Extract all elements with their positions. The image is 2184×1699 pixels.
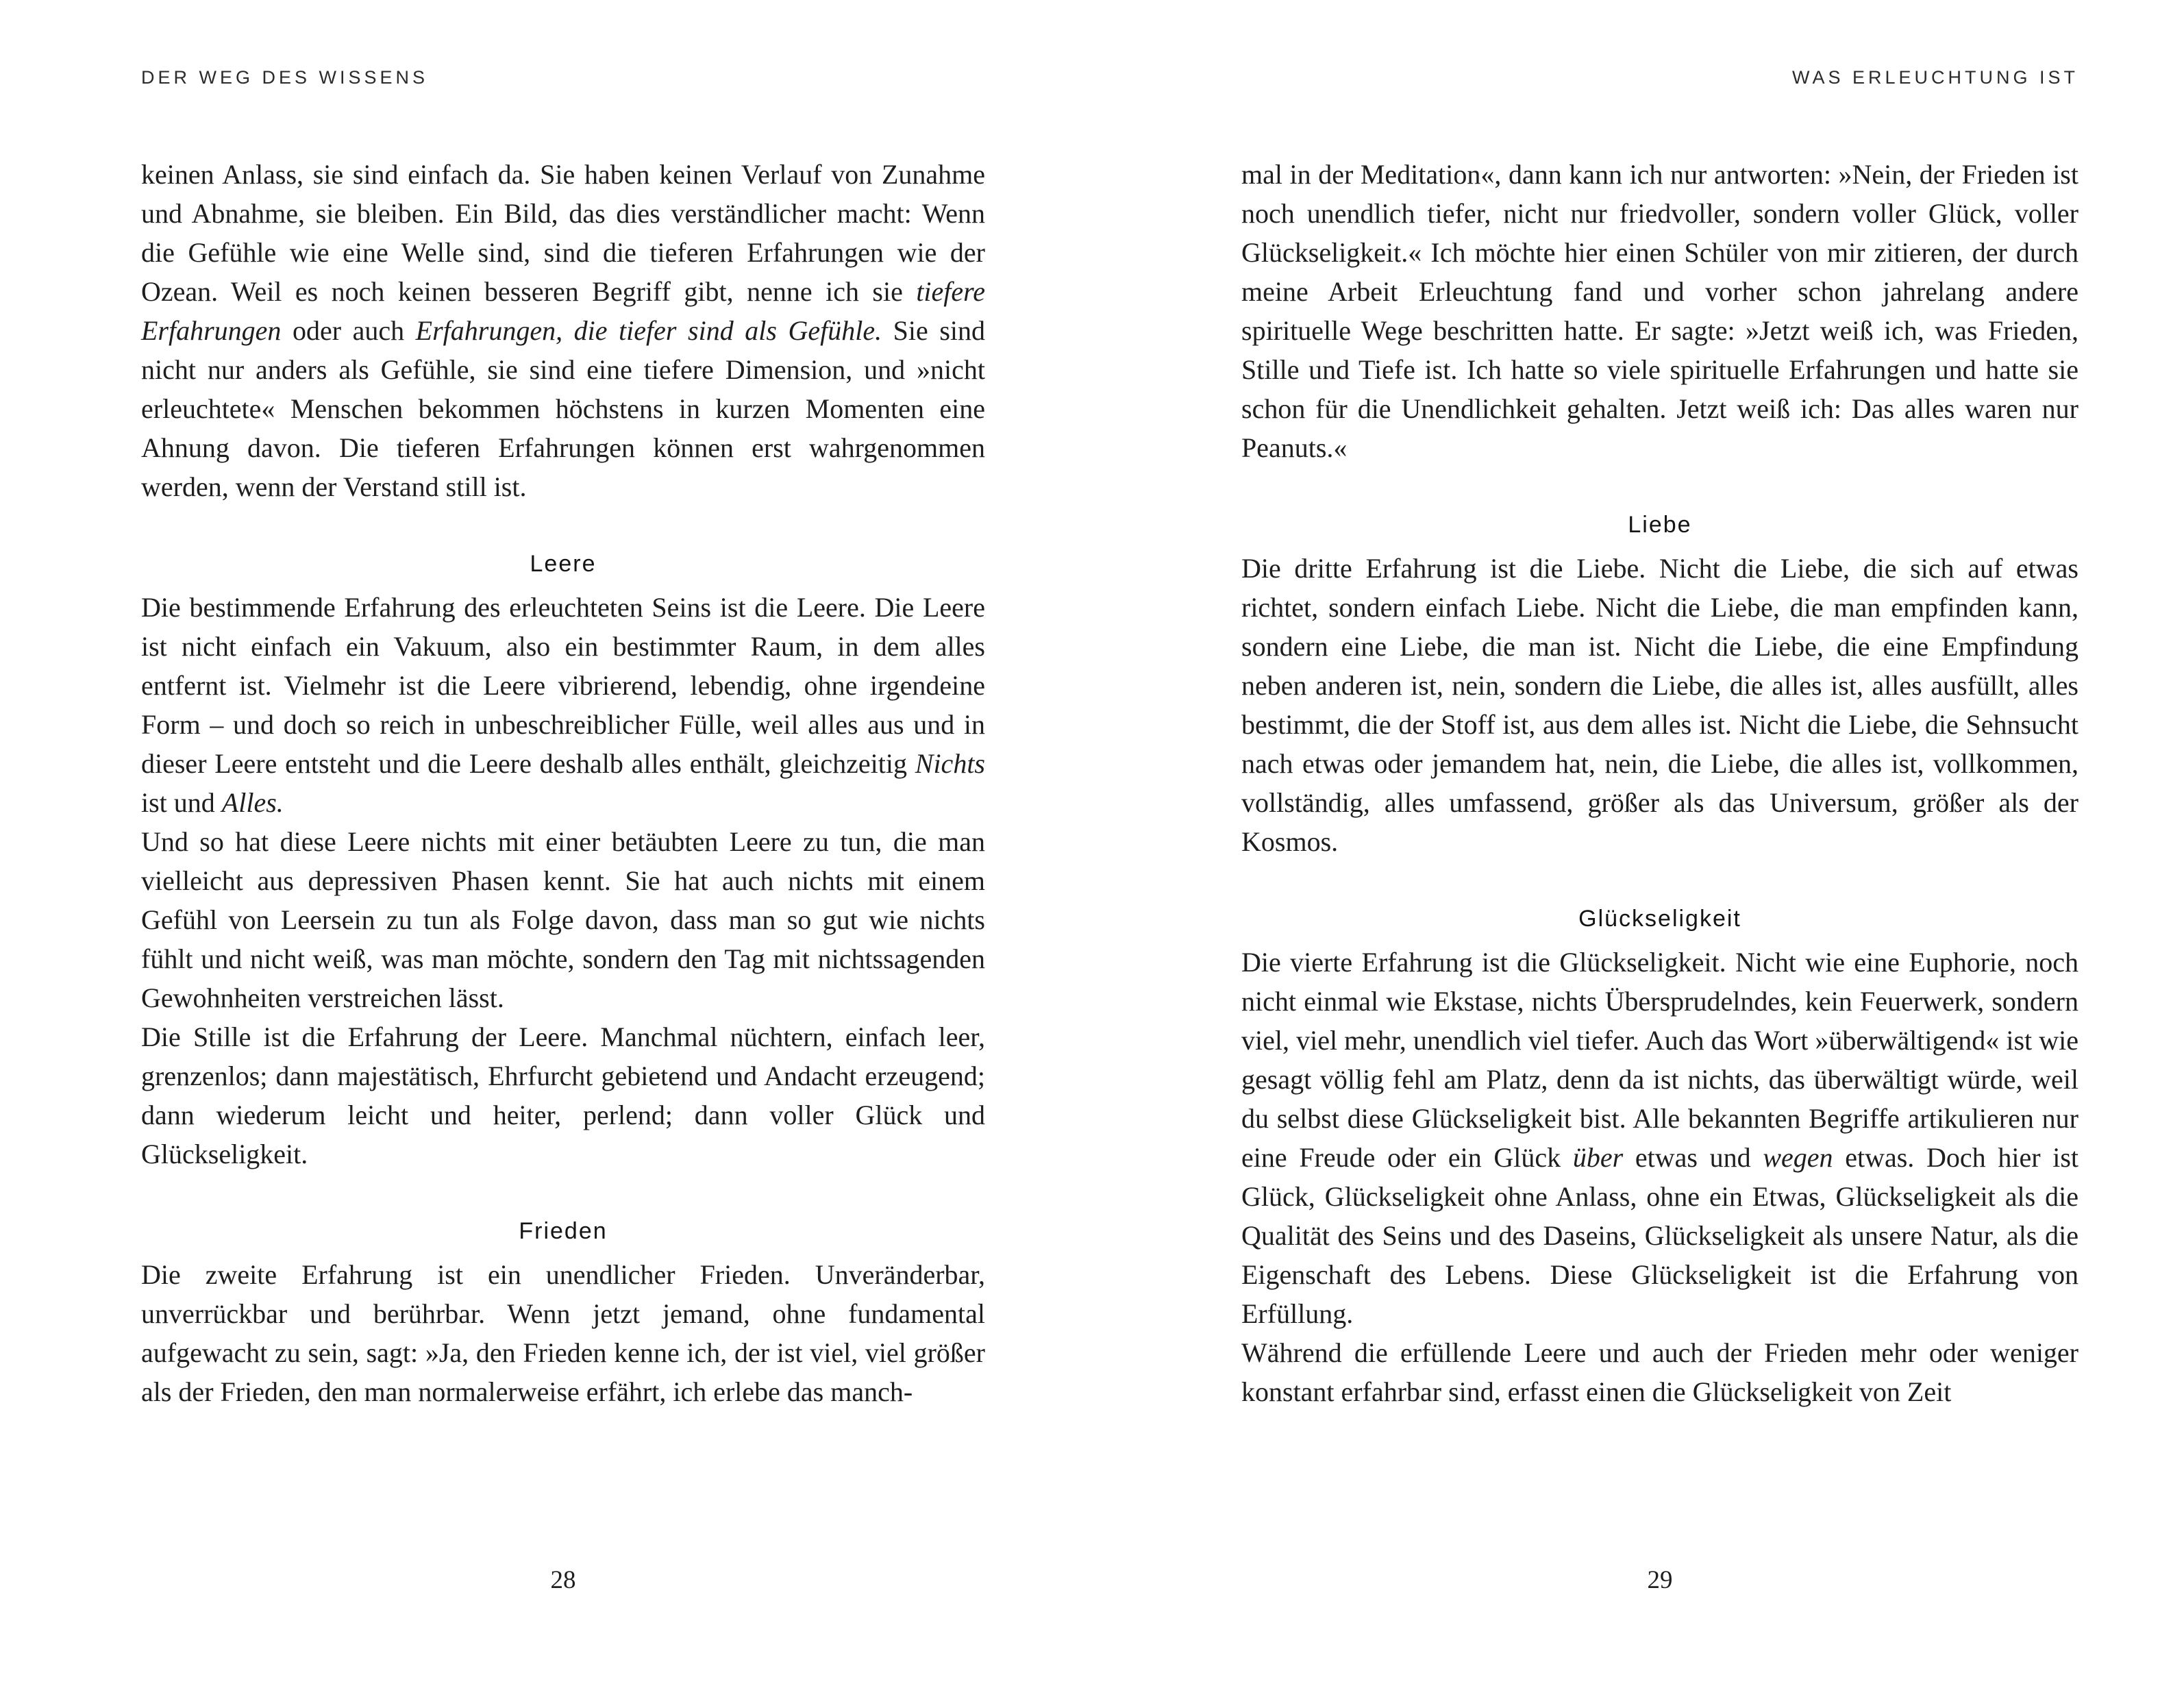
section-heading-liebe: Liebe (1628, 512, 1692, 538)
text-column-right (1241, 155, 2078, 1411)
page-number-left: 28 (550, 1566, 576, 1594)
paragraph: keinen Anlass, sie sind einfach da. Sie haben keinen Verlauf von Zunahme und Abnahme, sie bleiben. Ein Bild, das dies verständlicher macht: Wenn die Gefühle wie eine Welle sind, sind die tieferen Erfahrungen wie der Ozean. Weil es noch keinen besseren Begriff gibt, nenne ich sie tiefere Erfahrungen oder auch Erfahrungen, die tiefer sind als Gefühle. Sie sind nicht nur anders als Gefühle, sie sind eine tiefere Dimension, und »nicht erleuchtete« Menschen bekommen höchstens in kurzen Momenten eine Ahnung davon. Die tieferen Erfahrungen können erst wahrgenommen werden, wenn der Verstand still ist. (141, 159, 985, 502)
paragraph: Und so hat diese Leere nichts mit einer betäubten Leere zu tun, die man vielleicht aus depressiven Phasen kennt. Sie hat auch nichts mit einem Gefühl von Leersein zu tun als Folge davon, dass man so gut wie nichts fühlt und nicht weiß, was man möchte, sondern den Tag mit nichtssagenden Gewohnheiten verstreichen lässt. (141, 826, 985, 1013)
section-heading-glueckseligkeit: Glückseligkeit (1578, 906, 1741, 932)
paragraph: Die Stille ist die Erfahrung der Leere. Manchmal nüchtern, einfach leer, grenzenlos; dann majestätisch, Ehrfurcht gebietend und Andacht erzeugend; dann wiederum leicht und heiter, perlend; dann voller Glück und Glückseligkeit. (141, 1021, 985, 1169)
running-head-right: WAS ERLEUCHTUNG IST (1791, 67, 2078, 88)
paragraph: mal in der Meditation«, dann kann ich nur antworten: »Nein, der Frieden ist noch unendlich tiefer, nicht nur friedvoller, sondern voller Glück, voller Glückseligkeit.« Ich möchte hier einen Schüler von mir zitieren, der durch meine Arbeit Erleuchtung fand und vorher schon jahrelang andere spirituelle Wege beschritten hatte. Er sagte: »Jetzt weiß ich, was Frieden, Stille und Tiefe ist. Ich hatte so viele spirituelle Erfahrungen und hatte sie schon für die Unendlichkeit gehalten. Jetzt weiß ich: Das alles waren nur Peanuts.« (1241, 159, 2078, 463)
paragraph: Die zweite Erfahrung ist ein unendlicher Frieden. Unveränderbar, unverrückbar und berührbar. Wenn jetzt jemand, ohne fundamental aufgewacht zu sein, sagt: »Ja, den Frieden kenne ich, der ist viel, viel größer als der Frieden, den man normalerweise erfährt, ich erlebe das manch- (141, 1259, 985, 1407)
text-column-left (141, 155, 985, 1411)
paragraph: Die dritte Erfahrung ist die Liebe. Nicht die Liebe, die sich auf etwas richtet, sondern einfach Liebe. Nicht die Liebe, die man empfinden kann, sondern eine Liebe, die man ist. Nicht die Liebe, die eine Empfindung neben anderen ist, nein, sondern die Liebe, die alles ist, alles ausfüllt, alles bestimmt, die der Stoff ist, aus dem alles ist. Nicht die Liebe, die Sehnsucht nach etwas oder jemandem hat, nein, die Liebe, die alles ist, vollkommen, vollständig, alles umfassend, größer als das Universum, größer als der Kosmos. (1241, 553, 2078, 857)
section-heading-leere: Leere (530, 551, 597, 577)
paragraph: Die vierte Erfahrung ist die Glückseligkeit. Nicht wie eine Euphorie, noch nicht einmal wie Ekstase, nichts Übersprudelndes, kein Feuerwerk, sondern viel, viel mehr, unendlich viel tiefer. Auch das Wort »überwältigend« ist wie gesagt völlig fehl am Platz, denn da ist nichts, das überwältigt würde, weil du selbst diese Glückseligkeit bist. Alle bekannten Begriffe artikulieren nur eine Freude oder ein Glück über etwas und wegen etwas. Doch hier ist Glück, Glückseligkeit ohne Anlass, ohne ein Etwas, Glückseligkeit als die Qualität des Seins und des Daseins, Glückseligkeit als unsere Natur, als die Eigenschaft des Lebens. Diese Glückseligkeit ist die Erfahrung von Erfüllung. (1241, 947, 2078, 1329)
page-left (141, 0, 985, 1699)
running-head-left: DER WEG DES WISSENS (141, 67, 429, 88)
paragraph: Während die erfüllende Leere und auch der Frieden mehr oder weniger konstant erfahrbar sind, erfasst einen die Glückseligkeit von Zeit (1241, 1337, 2078, 1407)
page-right (1241, 0, 2078, 1699)
page-number-right: 29 (1647, 1566, 1673, 1594)
paragraph: Die bestimmende Erfahrung des erleuchteten Seins ist die Leere. Die Leere ist nicht einfach ein Vakuum, also ein bestimmter Raum, in dem alles entfernt ist. Vielmehr ist die Leere vibrierend, lebendig, ohne irgendeine Form – und doch so reich in unbeschreiblicher Fülle, weil alles aus und in dieser Leere entsteht und die Leere deshalb alles enthält, gleichzeitig Nichts ist und Alles. (141, 592, 985, 818)
section-heading-frieden: Frieden (519, 1218, 608, 1244)
